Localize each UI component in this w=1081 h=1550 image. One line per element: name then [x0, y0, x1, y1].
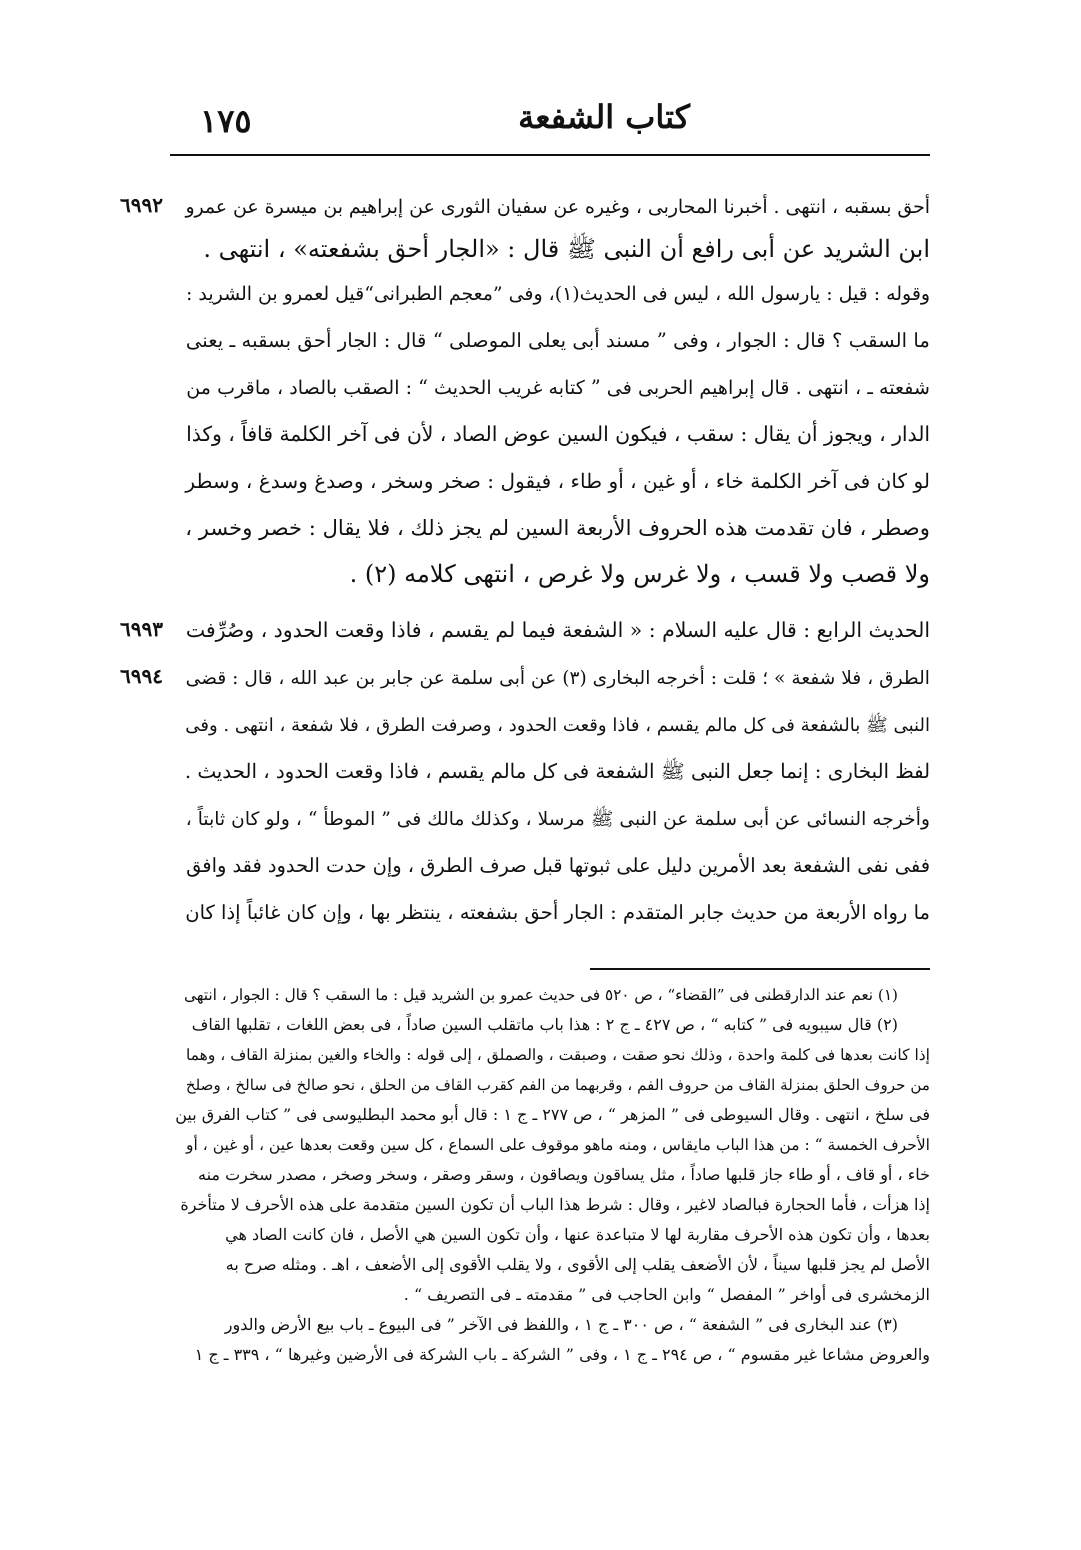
text-line: أحق بسقبه ، انتهى . أخبرنا المحاربى ، وغيره عن سفيان الثورى عن إبراهيم بن ميسرة عن عمرو ٦٩٩٢ [170, 182, 930, 229]
footnote-line: خاء ، أو قاف ، أو طاء جاز قلبها صاداً ، مثل يساقون ويصاقون ، وسقر وصقر ، وسخر وصخر ، مصدر سخرت منه [198, 1165, 930, 1184]
page-number: ١٧٥ [200, 102, 252, 140]
text-line: ما السقب ؟ قال : الجوار ، وفى ” مسند أبى يعلى الموصلى “ قال : الجار أحق بسقبه ـ يعنى [185, 329, 930, 352]
footnote-line: بعدها ، وأن تكون هذه الأحرف مقاربة لها لا متباعدة عنها ، وأن تكون السين هي الأصل ، فان كانت الصاد هي [225, 1225, 930, 1244]
footnote-line: الزمخشرى فى أواخر ” المفصل “ وابن الحاجب فى ” مقدمته ـ فى التصريف “ . [403, 1285, 930, 1304]
text-line: الدار ، ويجوز أن يقال : سقب ، فيكون السين عوض الصاد ، لأن فى آخر الكلمة قافاً ، وكذا [186, 422, 930, 446]
footnote-line: (٢) قال سيبويه فى ” كتابه “ ، ص ٤٢٧ ـ ج ٢ : هذا باب ماتقلب السين صاداً ، فى بعض اللغات ، تقلبها القاف [191, 1015, 898, 1034]
text-line: لو كان فى آخر الكلمة خاء ، أو غين ، أو طاء ، فيقول : صخر وسخر ، وصدغ وسدغ ، وسطر [185, 469, 930, 493]
text-line: الطرق ، فلا شفعة » ؛ قلت : أخرجه البخارى (٣) عن أبى سلمة عن جابر بن عبد الله ، قال : قضى ٦٩٩٤ [170, 653, 930, 700]
footnote-line: الأحرف الخمسة “ : من هذا الباب مايقاس ، ومنه ماهو موقوف على السماع ، كل سين وقعت بعدها عين ، أو غين ، أو [186, 1136, 930, 1154]
footnote-line: الأصل لم يجز قلبها سيناً ، لأن الأضعف يقلب إلى الأقوى ، ولا يقلب الأقوى إلى الأضعف ، اهـ . ومثله صرح به [225, 1255, 930, 1274]
text-line: وأخرجه النسائى عن أبى سلمة عن النبى ﷺ مرسلا ، وكذلك مالك فى ” الموطأ “ ، ولو كان ثابتاً ، [185, 809, 930, 830]
main-text [120, 182, 930, 935]
footnote-line: (١) نعم عند الدارقطنى فى ”القضاء“ ، ص ٥٢٠ فى حديث عمرو بن الشريد قيل : ما السقب ؟ قال : الجوار ، انتهى [184, 986, 898, 1004]
text-line: لفظ البخارى : إنما جعل النبى ﷺ الشفعة فى كل مالم يقسم ، فاذا وقعت الحدود ، الحديث . [184, 760, 930, 783]
text-line: ما رواه الأربعة من حديث جابر المتقدم : الجار أحق بشفعته ، ينتظر بها ، وإن كان غائباً إذا كان [185, 901, 930, 924]
text-line: وقوله : قيل : يارسول الله ، ليس فى الحديث(١)، وفى ”معجم الطبرانى“قيل لعمرو بن الشريد : [186, 283, 930, 305]
text-line: النبى ﷺ بالشفعة فى كل مالم يقسم ، فاذا وقعت الحدود ، وصرفت الطرق ، فلا شفعة ، انتهى . وفى [185, 715, 930, 736]
footnote-separator [590, 968, 930, 970]
footnote-line: إذا هزأت ، فأما الحجارة فبالصاد لاغير ، وقال : شرط هذا الباب أن تكون السين متقدمة على هذه الأحرف لا متأخرة [180, 1195, 930, 1214]
footnote-line: والعروض مشاعا غير مقسوم “ ، ص ٢٩٤ ـ ج ١ ، وفى ” الشركة ـ باب الشركة فى الأرضين وغيرها “ ، ٣٣٩ ـ ج ١ [194, 1345, 930, 1364]
running-title: كتاب الشفعة [518, 98, 690, 136]
footnote-line: إذا كانت بعدها فى كلمة واحدة ، وذلك نحو صقت ، وصبقت ، والصملق ، إلى قوله : والخاء والغين بمنزلة القاف ، وهما [185, 1046, 930, 1064]
text-line: ابن الشريد عن أبى رافع أن النبى ﷺ قال : «الجار أحق بشفعته» ، انتهى . [203, 235, 930, 263]
text-line: شفعته ـ ، انتهى . قال إبراهيم الحربى فى ” كتابه غريب الحديث “ : الصقب بالصاد ، ماقرب من [186, 376, 930, 399]
hadith-number: ٦٩٩٤ [120, 664, 163, 688]
hadith-number: ٦٩٩٢ [120, 193, 163, 217]
page-header [170, 92, 930, 156]
footnote-line: من حروف الحلق بمنزلة القاف من حروف الفم ، وقربهما من الفم كقرب القاف من الحلق ، نحو صالخ فى سالخ ، وصلخ [185, 1076, 930, 1094]
footnotes [170, 980, 930, 1370]
text-line: الحديث الرابع : قال عليه السلام : « الشفعة فيما لم يقسم ، فاذا وقعت الحدود ، وصُرِّفت ٦٩٩٣ [170, 606, 930, 653]
text-line: ففى نفى الشفعة بعد الأمرين دليل على ثبوتها قبل صرف الطرق ، وإن حدت الحدود فقد وافق [186, 854, 930, 877]
footnote-line: فى سلخ ، انتهى . وقال السيوطى فى ” المزهر “ ، ص ٢٧٧ ـ ج ١ : قال أبو محمد البطليوسى فى ” كتاب الفرق بين [175, 1105, 930, 1124]
hadith-number: ٦٩٩٣ [120, 617, 163, 641]
text-line: وصطر ، فان تقدمت هذه الحروف الأربعة السين لم يجز ذلك ، فلا يقال : خصر وخسر ، [185, 515, 930, 540]
text-line: ولا قصب ولا قسب ، ولا غرس ولا غرص ، انتهى كلامه (٢) . [349, 560, 930, 588]
footnote-line: (٣) عند البخارى فى ” الشفعة “ ، ص ٣٠٠ ـ ج ١ ، واللفظ فى الآخر ” فى البيوع ـ باب بيع الأرض والدور [224, 1315, 898, 1334]
